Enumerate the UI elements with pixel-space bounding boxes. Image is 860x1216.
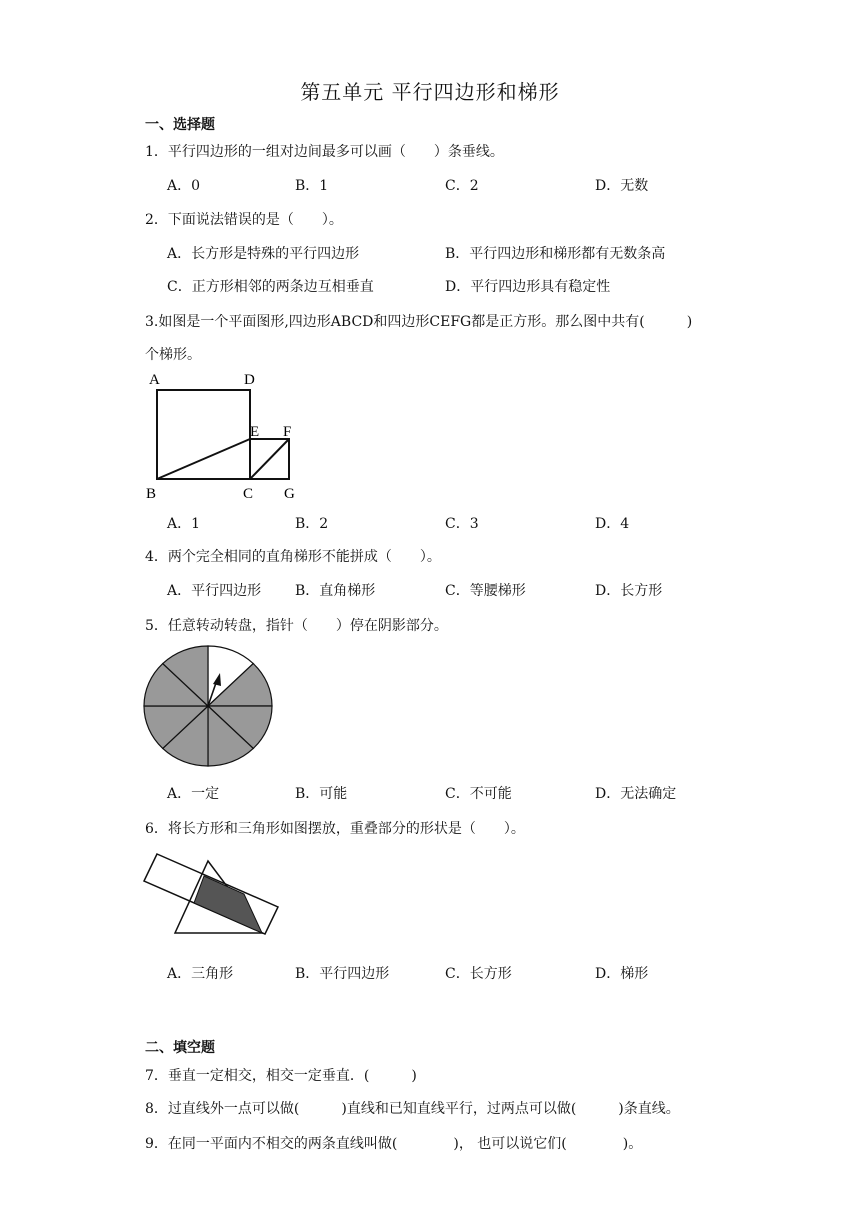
segment-cf	[250, 439, 289, 479]
question-4-option-b: B．直角梯形	[295, 583, 376, 599]
question-3-option-b: B．2	[295, 516, 329, 532]
vertex-label-g: G	[284, 486, 295, 502]
spinner-figure	[140, 640, 280, 775]
question-5-option-c: C．不可能	[445, 786, 512, 802]
question-6-text: 6．将长方形和三角形如图摆放，重叠部分的形状是（ ）。	[145, 821, 525, 837]
square-abcd	[157, 390, 250, 479]
question-1-option-a: A．0	[167, 178, 201, 194]
question-8-text: 8．过直线外一点可以做( )直线和已知直线平行，过两点可以做( )条直线。	[145, 1101, 680, 1117]
section-heading-choice: 一、选择题	[145, 117, 215, 133]
question-3-option-c: C．3	[445, 516, 479, 532]
question-5-option-d: D．无法确定	[595, 786, 677, 802]
question-2-option-a: A．长方形是特殊的平行四边形	[167, 246, 360, 262]
question-5-option-b: B．可能	[295, 786, 348, 802]
question-1-option-b: B．1	[295, 178, 329, 194]
vertex-label-d: D	[244, 372, 255, 388]
question-2-text: 2．下面说法错误的是（ ）。	[145, 212, 343, 228]
vertex-label-c: C	[243, 486, 254, 502]
question-5-option-a: A．一定	[167, 786, 220, 802]
squares-figure	[140, 366, 310, 506]
vertex-label-a: A	[149, 372, 160, 388]
section-heading-fill: 二、填空题	[145, 1040, 215, 1056]
question-2-option-c: C．正方形相邻的两条边互相垂直	[167, 279, 374, 295]
question-1-text: 1．平行四边形的一组对边间最多可以画（ ）条垂线。	[145, 144, 504, 160]
question-6-option-c: C．长方形	[445, 966, 512, 982]
question-3-option-d: D．4	[595, 516, 630, 532]
question-6-option-d: D．梯形	[595, 966, 649, 982]
question-1-option-c: C．2	[445, 178, 479, 194]
question-1-option-d: D．无数	[595, 178, 649, 194]
question-3-text-line1: 3.如图是一个平面图形,四边形ABCD和四边形CEFG都是正方形。那么图中共有( )	[145, 314, 693, 330]
vertex-label-e: E	[250, 424, 260, 440]
overlap-figure	[140, 845, 290, 945]
question-4-option-a: A．平行四边形	[167, 583, 262, 599]
question-3-text-line2: 个梯形。	[145, 347, 201, 363]
question-2-option-b: B．平行四边形和梯形都有无数条高	[445, 246, 666, 262]
page-title: 第五单元 平行四边形和梯形	[300, 80, 560, 104]
vertex-label-f: F	[283, 424, 292, 440]
question-2-option-d: D．平行四边形具有稳定性	[445, 279, 611, 295]
question-3-option-a: A．1	[167, 516, 201, 532]
vertex-label-b: B	[146, 486, 157, 502]
question-4-option-d: D．长方形	[595, 583, 663, 599]
question-4-text: 4．两个完全相同的直角梯形不能拼成（ ）。	[145, 549, 441, 565]
question-9-text: 9．在同一平面内不相交的两条直线叫做( )， 也可以说它们( )。	[145, 1136, 643, 1152]
question-4-option-c: C．等腰梯形	[445, 583, 526, 599]
question-6-option-b: B．平行四边形	[295, 966, 390, 982]
question-5-text: 5．任意转动转盘，指针（ ）停在阴影部分。	[145, 618, 448, 634]
question-6-option-a: A．三角形	[167, 966, 234, 982]
question-7-text: 7．垂直一定相交，相交一定垂直．( )	[145, 1068, 417, 1084]
segment-be	[157, 439, 250, 479]
